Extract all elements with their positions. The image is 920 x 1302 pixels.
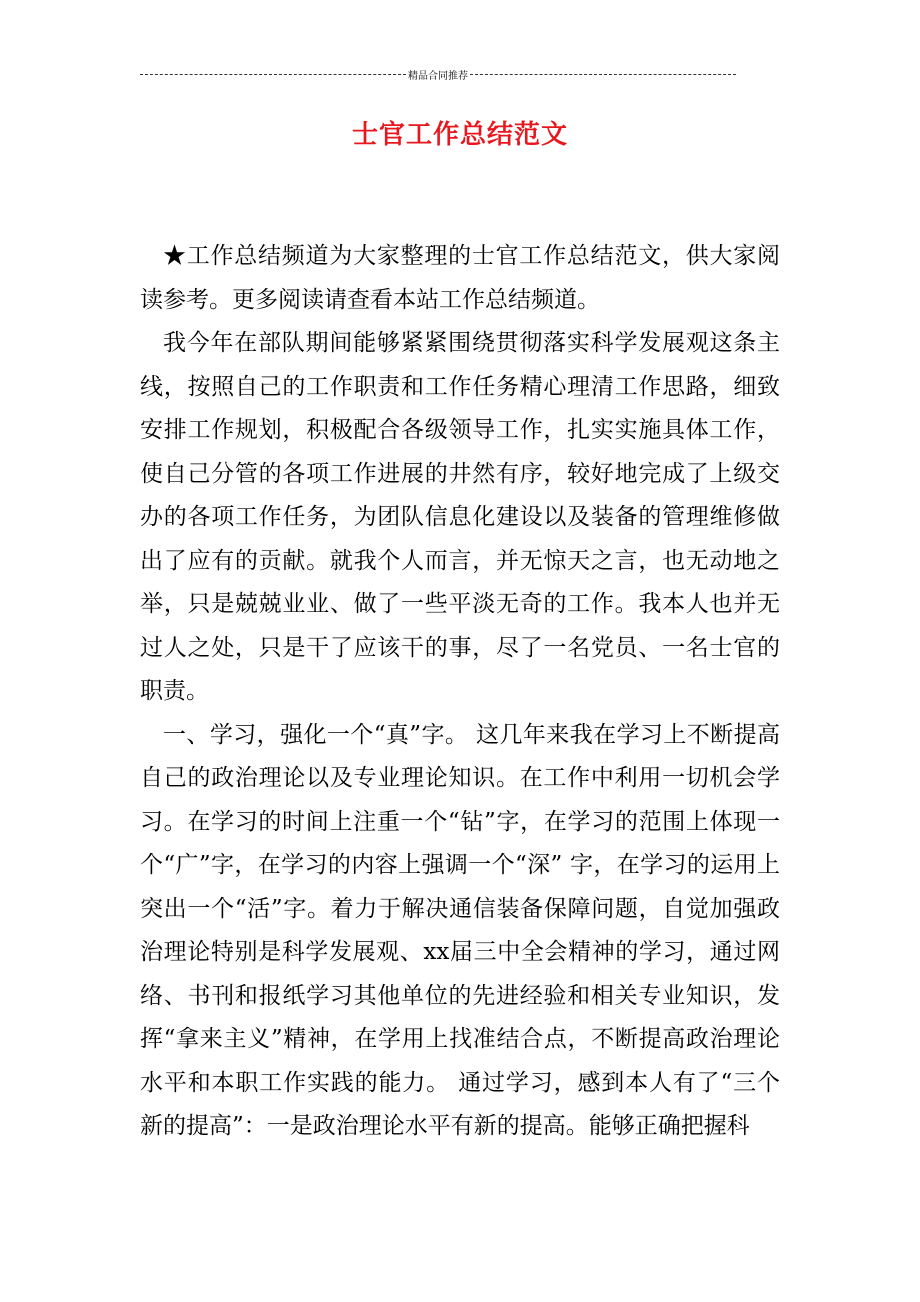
paragraph-study: 一、学习，强化一个“真”字。 这几年来我在学习上不断提高自己的政治理论以及专业理论知识。在工作中利用一切机会学习。在学习的时间上注重一个“钻”字，在学习的范围上体现一个“广”字，在学习的内容上强调一个“深” 字，在学习的运用上突出一个“活”字。着力于解决通信装备保障问题，自觉加强政治理论特别是科学发展观、xx届三中全会精神的学习，通过网络、书刊和报纸学习其他单位的先进经验和相关专业知识，发挥“拿来主义”精神，在学用上找准结合点，不断提高政治理论水平和本职工作实践的能力。 通过学习，感到本人有了“三个新的提高”：一是政治理论水平有新的提高。能够正确把握科 bbox=[140, 721, 780, 1139]
header-dashes-left bbox=[140, 74, 406, 75]
header-rule bbox=[140, 64, 736, 84]
document-body bbox=[140, 235, 780, 1149]
header-dashes-right bbox=[470, 74, 736, 75]
header-label: 精品合同推荐 bbox=[408, 70, 468, 82]
paragraph-intro: ★工作总结频道为大家整理的士官工作总结范文，供大家阅读参考。更多阅读请查看本站工作总结频道。 bbox=[140, 243, 780, 313]
paragraph-summary: 我今年在部队期间能够紧紧围绕贯彻落实科学发展观这条主线，按照自己的工作职责和工作任务精心理清工作思路，细致安排工作规划，积极配合各级领导工作，扎实实施具体工作，使自己分管的各项工作进展的井然有序，较好地完成了上级交办的各项工作任务，为团队信息化建设以及装备的管理维修做出了应有的贡献。就我个人而言，并无惊天之言，也无动地之举，只是兢兢业业、做了一些平淡无奇的工作。我本人也并无过人之处，只是干了应该干的事，尽了一名党员、一名士官的职责。 bbox=[140, 330, 780, 704]
document-title: 士官工作总结范文 bbox=[351, 120, 568, 150]
